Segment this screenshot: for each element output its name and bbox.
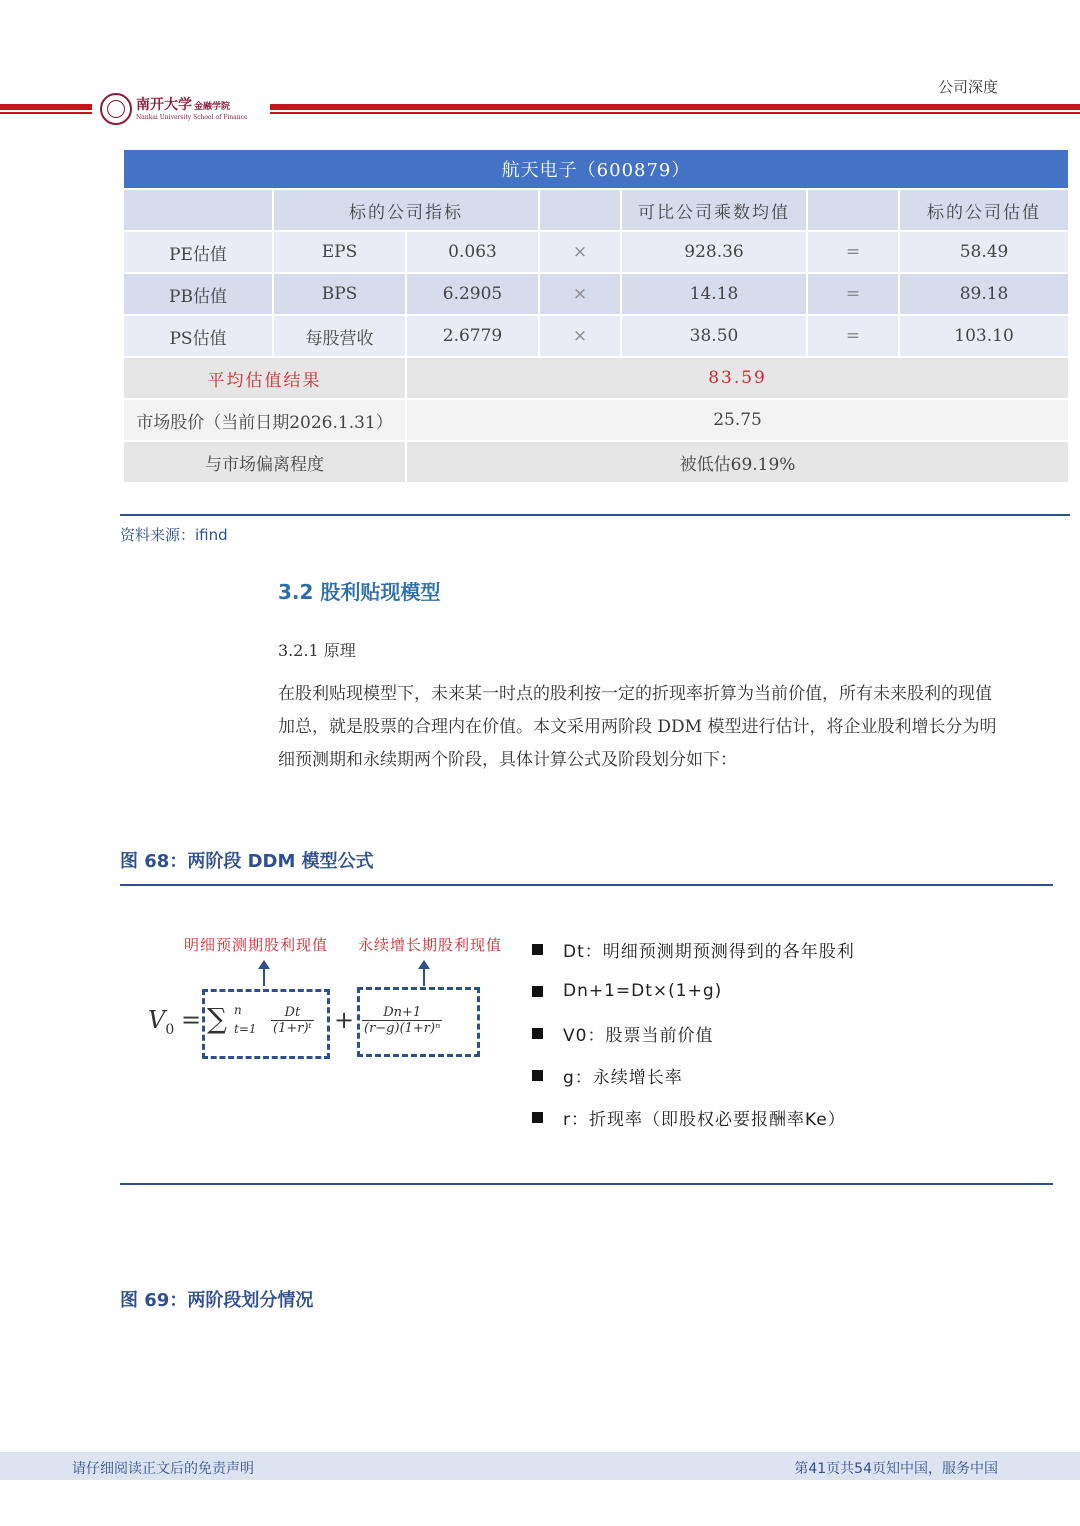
value-cell: 6.2905 (406, 273, 539, 315)
equals-sign: = (807, 273, 899, 315)
table-title: 航天电子（600879） (123, 149, 1069, 189)
annotation-perpetual-period: 永续增长期股利现值 (358, 936, 503, 954)
average-row (123, 357, 1069, 399)
average-label: 平均估值结果 (123, 357, 406, 399)
university-logo (100, 92, 265, 126)
formula-legend (532, 928, 855, 1138)
multiply-sign: × (539, 273, 621, 315)
figure-68-bottom-rule (120, 1183, 1053, 1185)
result-cell: 103.10 (899, 315, 1069, 357)
legend-item: Dt：明细预测期预测得到的各年股利 (532, 928, 855, 970)
sigma-upper-limit: n (234, 1003, 242, 1017)
market-price-value: 25.75 (406, 399, 1069, 441)
multiply-sign: × (539, 231, 621, 273)
logo-english-name: Nankai University School of Finance (136, 113, 248, 121)
legend-item: r：折现率（即股权必要报酬率Ke） (532, 1096, 855, 1138)
header-target-indicator: 标的公司指标 (273, 189, 539, 231)
multiple-cell: 38.50 (621, 315, 807, 357)
relative-valuation-table (122, 148, 1070, 484)
table-row (123, 273, 1069, 315)
multiply-sign: × (539, 315, 621, 357)
annotation-explicit-period: 明细预测期股利现值 (184, 936, 329, 954)
header-rule-left-thin (0, 112, 92, 114)
formula-equals: = (181, 1006, 202, 1034)
equals-sign: = (807, 231, 899, 273)
table-header-row (123, 189, 1069, 231)
square-bullet-icon (532, 1070, 543, 1081)
header-target-valuation: 标的公司估值 (899, 189, 1069, 231)
figure-68-title: 图 68：两阶段 DDM 模型公式 (120, 851, 374, 872)
equals-sign: = (807, 315, 899, 357)
result-cell: 58.49 (899, 231, 1069, 273)
deviation-label: 与市场偏离程度 (123, 441, 406, 483)
header-cell-blank (123, 189, 273, 231)
header-cell-blank (539, 189, 621, 231)
table-title-row (123, 149, 1069, 189)
source-note: 资料来源：ifind (120, 526, 228, 544)
fraction-explicit: $\frac{Dt}{\text{(1+r)ᵗ}}$ (273, 1005, 312, 1036)
method-cell: PS估值 (123, 315, 273, 357)
sigma-icon: ∑ (207, 1002, 227, 1035)
method-cell: PE估值 (123, 231, 273, 273)
footer-disclaimer: 请仔细阅读正文后的免责声明 (72, 1461, 254, 1477)
square-bullet-icon (532, 986, 543, 997)
arrow-up-icon (263, 964, 265, 986)
legend-item: V0：股票当前价值 (532, 1012, 855, 1054)
legend-item: g：永续增长率 (532, 1054, 855, 1096)
header-cell-blank (807, 189, 899, 231)
header-rule-right (270, 104, 1080, 110)
header-rule-right-thin (270, 112, 1080, 114)
multiple-cell: 14.18 (621, 273, 807, 315)
arrow-up-icon (423, 964, 425, 986)
square-bullet-icon (532, 1112, 543, 1123)
market-price-label: 市场股价（当前日期2026.1.31） (123, 399, 406, 441)
formula-plus: + (334, 1006, 355, 1034)
method-cell: PB估值 (123, 273, 273, 315)
figure-69-title: 图 69：两阶段划分情况 (120, 1290, 314, 1311)
logo-chinese-name: 南开大学 金融学院 (136, 96, 231, 113)
deviation-row (123, 441, 1069, 483)
deviation-value: 被低估69.19% (406, 441, 1069, 483)
subsection-title: 3.2.1 原理 (278, 641, 356, 660)
market-price-row (123, 399, 1069, 441)
figure-68-top-rule (120, 884, 1053, 886)
indicator-cell: 每股营收 (273, 315, 406, 357)
fraction-perpetual: $\frac{Dn+1}{\text{(r−g)(1+r)ⁿ}}$ (364, 1005, 441, 1036)
body-paragraph: 在股利贴现模型下，未来某一时点的股利按一定的折现率折算为当前价值，所有未来股利的现值加总，就是股票的合理内在价值。本文采用两阶段 DDM 模型进行估计，将企业股利增长分为明细预测期和永续期两个阶段，具体计算公式及阶段划分如下： (278, 684, 997, 770)
footer-page-info: 第41页共54页知中国，服务中国 (794, 1461, 998, 1477)
indicator-cell: EPS (273, 231, 406, 273)
header-comparable-multiple: 可比公司乘数均值 (621, 189, 807, 231)
value-cell: 0.063 (406, 231, 539, 273)
seal-icon (100, 93, 132, 125)
formula-lhs: $V_0$ (148, 1006, 175, 1038)
legend-item: Dn+1=Dt×(1+g) (532, 970, 855, 1012)
multiple-cell: 928.36 (621, 231, 807, 273)
result-cell: 89.18 (899, 273, 1069, 315)
square-bullet-icon (532, 944, 543, 955)
value-cell: 2.6779 (406, 315, 539, 357)
average-value: 83.59 (406, 357, 1069, 399)
header-category-label: 公司深度 (937, 78, 998, 96)
table-bottom-rule (120, 514, 1070, 516)
square-bullet-icon (532, 1028, 543, 1039)
table-row (123, 231, 1069, 273)
section-title: 3.2 股利贴现模型 (278, 580, 441, 604)
indicator-cell: BPS (273, 273, 406, 315)
sigma-lower-limit: t=1 (234, 1022, 257, 1036)
table-row (123, 315, 1069, 357)
header-rule-left (0, 104, 92, 110)
